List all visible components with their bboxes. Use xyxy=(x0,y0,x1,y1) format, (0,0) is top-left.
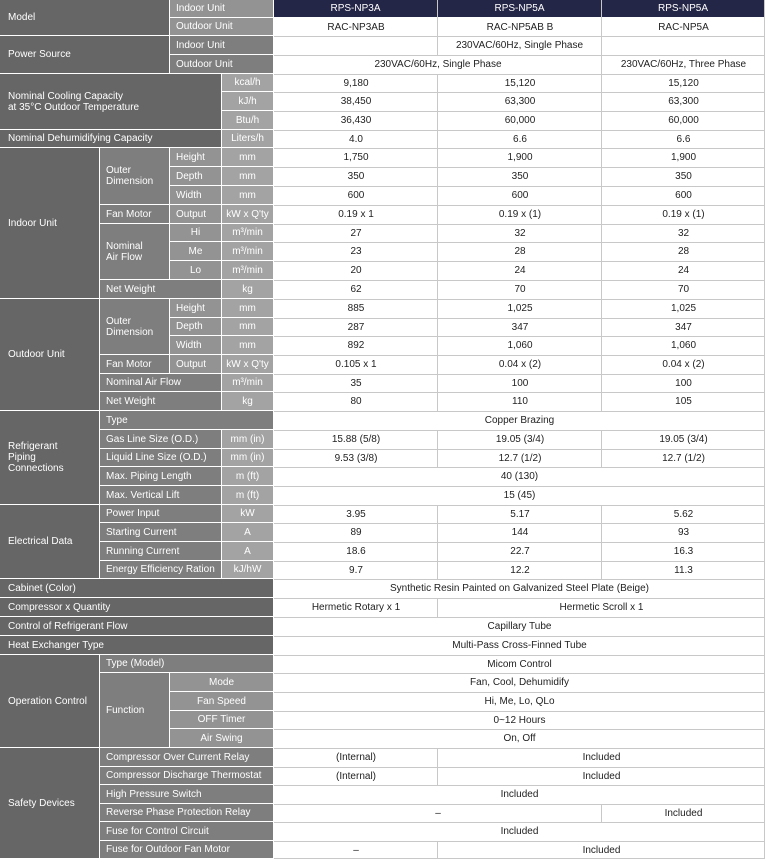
operation-function-name: Air Swing xyxy=(170,729,274,748)
outdoor-airflow-value: 100 xyxy=(438,374,602,392)
operation-function-name: OFF Timer xyxy=(170,711,274,729)
outdoor-weight-value: 105 xyxy=(602,392,765,411)
indoor-airflow-value: 24 xyxy=(602,261,765,280)
electrical-value: 144 xyxy=(438,523,602,542)
piping-liquid-unit: mm (in) xyxy=(222,449,274,467)
indoor-airflow-value: 23 xyxy=(274,242,438,261)
indoor-weight-unit: kg xyxy=(222,280,274,299)
cooling-unit: kcal/h xyxy=(222,74,274,92)
outdoor-dim-unit: mm xyxy=(222,299,274,318)
indoor-unit-label: Indoor Unit xyxy=(0,148,100,299)
heat-exchanger-value: Multi-Pass Cross-Finned Tube xyxy=(274,636,765,655)
operation-function-name: Fan Speed xyxy=(170,692,274,711)
piping-max-lift-value: 15 (45) xyxy=(274,486,765,505)
outdoor-fan-motor: Fan Motor xyxy=(100,355,170,374)
indoor-dim-value: 600 xyxy=(274,186,438,205)
cooling-value: 38,450 xyxy=(274,92,438,111)
outdoor-dim-value: 1,060 xyxy=(602,336,765,355)
refrig-flow-label: Control of Refrigerant Flow xyxy=(0,617,274,636)
electrical-value: 9.7 xyxy=(274,561,438,579)
indoor-model-3: RPS-NP5A xyxy=(602,0,765,18)
electrical-unit: A xyxy=(222,542,274,561)
outdoor-dim-value: 347 xyxy=(438,318,602,336)
electrical-value: 93 xyxy=(602,523,765,542)
outdoor-dim-value: 1,060 xyxy=(438,336,602,355)
safety-value: – xyxy=(274,804,602,822)
indoor-airflow-value: 28 xyxy=(438,242,602,261)
outdoor-airflow-unit: m³/min xyxy=(222,374,274,392)
safety-high-pressure-label: High Pressure Switch xyxy=(100,785,274,804)
safety-value: (Internal) xyxy=(274,748,438,767)
outdoor-airflow-label: Nominal Air Flow xyxy=(100,374,222,392)
piping-liquid-value: 12.7 (1/2) xyxy=(438,449,602,467)
operation-type-label: Type (Model) xyxy=(100,655,274,673)
electrical-value: 12.2 xyxy=(438,561,602,579)
outdoor-dim-value: 1,025 xyxy=(438,299,602,318)
heat-exchanger-label: Heat Exchanger Type xyxy=(0,636,274,655)
outdoor-dim-value: 1,025 xyxy=(602,299,765,318)
piping-max-length-label: Max. Piping Length xyxy=(100,467,222,486)
electrical-label: Electrical Data xyxy=(0,505,100,579)
power-outdoor-three: 230VAC/60Hz, Three Phase xyxy=(602,55,765,74)
piping-max-lift-unit: m (ft) xyxy=(222,486,274,505)
outdoor-model-2: RAC-NP5AB B xyxy=(438,18,602,36)
indoor-fan-unit: kW x Q'ty xyxy=(222,205,274,224)
outdoor-weight-unit: kg xyxy=(222,392,274,411)
power-outdoor-single: 230VAC/60Hz, Single Phase xyxy=(274,55,602,74)
dehumid-unit: Liters/h xyxy=(222,130,274,148)
outdoor-fan-value: 0.105 x 1 xyxy=(274,355,438,374)
indoor-dim-value: 350 xyxy=(438,167,602,186)
cooling-value: 63,300 xyxy=(602,92,765,111)
indoor-airflow-name: Me xyxy=(170,242,222,261)
electrical-name: Energy Efficiency Ration xyxy=(100,561,222,579)
dehumid-value: 6.6 xyxy=(602,130,765,148)
safety-reverse-phase-label: Reverse Phase Protection Relay xyxy=(100,804,274,822)
indoor-model-1: RPS-NP3A xyxy=(274,0,438,18)
safety-fuse-control-label: Fuse for Control Circuit xyxy=(100,822,274,841)
outdoor-dim-name: Depth xyxy=(170,318,222,336)
indoor-unit-header: Indoor Unit xyxy=(170,0,274,18)
outdoor-dim-value: 892 xyxy=(274,336,438,355)
operation-function-value: 0~12 Hours xyxy=(274,711,765,729)
outdoor-unit-label: Outdoor Unit xyxy=(0,299,100,411)
electrical-value: 16.3 xyxy=(602,542,765,561)
indoor-output: Output xyxy=(170,205,222,224)
outdoor-dim-name: Height xyxy=(170,299,222,318)
electrical-value: 89 xyxy=(274,523,438,542)
indoor-fan-value: 0.19 x (1) xyxy=(438,205,602,224)
electrical-value: 5.62 xyxy=(602,505,765,523)
indoor-airflow-name: Lo xyxy=(170,261,222,280)
electrical-value: 22.7 xyxy=(438,542,602,561)
piping-gas-value: 19.05 (3/4) xyxy=(602,430,765,449)
outdoor-airflow-value: 35 xyxy=(274,374,438,392)
indoor-dim-name: Width xyxy=(170,186,222,205)
operation-type-value: Micom Control xyxy=(274,655,765,673)
safety-value: (Internal) xyxy=(274,767,438,785)
indoor-dim-value: 1,900 xyxy=(438,148,602,167)
dehumid-value: 6.6 xyxy=(438,130,602,148)
cooling-value: 15,120 xyxy=(602,74,765,92)
outdoor-dim-unit: mm xyxy=(222,318,274,336)
safety-value: Included xyxy=(274,785,765,804)
electrical-value: 3.95 xyxy=(274,505,438,523)
outdoor-dim-value: 347 xyxy=(602,318,765,336)
indoor-fan-value: 0.19 x 1 xyxy=(274,205,438,224)
indoor-dim-value: 350 xyxy=(274,167,438,186)
dehumid-value: 4.0 xyxy=(274,130,438,148)
power-outdoor-label: Outdoor Unit xyxy=(170,55,274,74)
indoor-fan-motor: Fan Motor xyxy=(100,205,170,224)
cooling-unit: kJ/h xyxy=(222,92,274,111)
compressor-value: Hermetic Rotary x 1 xyxy=(274,598,438,617)
refrig-flow-value: Capillary Tube xyxy=(274,617,765,636)
outdoor-dim-name: Width xyxy=(170,336,222,355)
indoor-fan-value: 0.19 x (1) xyxy=(602,205,765,224)
electrical-name: Starting Current xyxy=(100,523,222,542)
dehumid-label: Nominal Dehumidifying Capacity xyxy=(0,130,222,148)
safety-value: Included xyxy=(602,804,765,822)
operation-label: Operation Control xyxy=(0,655,100,748)
cooling-capacity-label: Nominal Cooling Capacity at 35°C Outdoor Temperature xyxy=(0,74,222,130)
outdoor-output: Output xyxy=(170,355,222,374)
piping-liquid-value: 9.53 (3/8) xyxy=(274,449,438,467)
indoor-dim-name: Depth xyxy=(170,167,222,186)
indoor-dim-value: 1,750 xyxy=(274,148,438,167)
power-indoor-label: Indoor Unit xyxy=(170,36,274,55)
outdoor-dim-value: 287 xyxy=(274,318,438,336)
operation-function-value: Hi, Me, Lo, QLo xyxy=(274,692,765,711)
outdoor-outer-dimension: Outer Dimension xyxy=(100,299,170,355)
piping-max-length-unit: m (ft) xyxy=(222,467,274,486)
piping-type-value: Copper Brazing xyxy=(274,411,765,430)
electrical-name: Power Input xyxy=(100,505,222,523)
cooling-unit: Btu/h xyxy=(222,111,274,130)
safety-value: Included xyxy=(438,841,765,859)
indoor-weight-value: 70 xyxy=(438,280,602,299)
cooling-value: 9,180 xyxy=(274,74,438,92)
power-indoor-value: 230VAC/60Hz, Single Phase xyxy=(274,36,765,55)
indoor-airflow-unit: m³/min xyxy=(222,261,274,280)
cooling-value: 15,120 xyxy=(438,74,602,92)
indoor-airflow-value: 32 xyxy=(602,224,765,242)
piping-max-length-value: 40 (130) xyxy=(274,467,765,486)
indoor-airflow-value: 28 xyxy=(602,242,765,261)
indoor-airflow-label: Nominal Air Flow xyxy=(100,224,170,280)
electrical-unit: kW xyxy=(222,505,274,523)
indoor-weight-value: 70 xyxy=(602,280,765,299)
operation-function-value: Fan, Cool, Dehumidify xyxy=(274,673,765,692)
piping-type-label: Type xyxy=(100,411,274,430)
outdoor-fan-value: 0.04 x (2) xyxy=(438,355,602,374)
operation-function: Function xyxy=(100,673,170,748)
outdoor-weight-value: 80 xyxy=(274,392,438,411)
power-source-label: Power Source xyxy=(0,36,170,74)
cabinet-label: Cabinet (Color) xyxy=(0,579,274,598)
outdoor-dim-value: 885 xyxy=(274,299,438,318)
outdoor-fan-value: 0.04 x (2) xyxy=(602,355,765,374)
piping-gas-label: Gas Line Size (O.D.) xyxy=(100,430,222,449)
outdoor-weight-value: 110 xyxy=(438,392,602,411)
electrical-value: 5.17 xyxy=(438,505,602,523)
indoor-outer-dimension: Outer Dimension xyxy=(100,148,170,205)
electrical-unit: A xyxy=(222,523,274,542)
indoor-airflow-value: 32 xyxy=(438,224,602,242)
outdoor-model-1: RAC-NP3AB xyxy=(274,18,438,36)
safety-value: Included xyxy=(438,767,765,785)
safety-fuse-fan-label: Fuse for Outdoor Fan Motor xyxy=(100,841,274,859)
indoor-dim-value: 350 xyxy=(602,167,765,186)
indoor-weight-value: 62 xyxy=(274,280,438,299)
indoor-dim-value: 600 xyxy=(438,186,602,205)
indoor-dim-name: Height xyxy=(170,148,222,167)
outdoor-airflow-value: 100 xyxy=(602,374,765,392)
indoor-dim-value: 1,900 xyxy=(602,148,765,167)
outdoor-net-weight: Net Weight xyxy=(100,392,222,411)
indoor-airflow-name: Hi xyxy=(170,224,222,242)
operation-function-value: On, Off xyxy=(274,729,765,748)
compressor-label: Compressor x Quantity xyxy=(0,598,274,617)
cabinet-value: Synthetic Resin Painted on Galvanized Steel Plate (Beige) xyxy=(274,579,765,598)
electrical-unit: kJ/hW xyxy=(222,561,274,579)
electrical-name: Running Current xyxy=(100,542,222,561)
electrical-value: 18.6 xyxy=(274,542,438,561)
outdoor-dim-unit: mm xyxy=(222,336,274,355)
model-label: Model xyxy=(0,0,170,36)
outdoor-fan-unit: kW x Q'ty xyxy=(222,355,274,374)
indoor-airflow-value: 20 xyxy=(274,261,438,280)
indoor-airflow-unit: m³/min xyxy=(222,224,274,242)
cooling-value: 36,430 xyxy=(274,111,438,130)
indoor-airflow-value: 27 xyxy=(274,224,438,242)
indoor-dim-unit: mm xyxy=(222,186,274,205)
indoor-dim-value: 600 xyxy=(602,186,765,205)
piping-label: Refrigerant Piping Connections xyxy=(0,411,100,505)
safety-value: Included xyxy=(438,748,765,767)
outdoor-model-3: RAC-NP5A xyxy=(602,18,765,36)
indoor-dim-unit: mm xyxy=(222,167,274,186)
indoor-dim-unit: mm xyxy=(222,148,274,167)
operation-function-name: Mode xyxy=(170,673,274,692)
safety-value: Included xyxy=(274,822,765,841)
safety-label: Safety Devices xyxy=(0,748,100,859)
piping-liquid-value: 12.7 (1/2) xyxy=(602,449,765,467)
outdoor-unit-header: Outdoor Unit xyxy=(170,18,274,36)
safety-value: – xyxy=(274,841,438,859)
indoor-airflow-unit: m³/min xyxy=(222,242,274,261)
piping-liquid-label: Liquid Line Size (O.D.) xyxy=(100,449,222,467)
compressor-value: Hermetic Scroll x 1 xyxy=(438,598,765,617)
electrical-value: 11.3 xyxy=(602,561,765,579)
piping-max-lift-label: Max. Vertical Lift xyxy=(100,486,222,505)
piping-gas-value: 15.88 (5/8) xyxy=(274,430,438,449)
indoor-model-2: RPS-NP5A xyxy=(438,0,602,18)
cooling-value: 60,000 xyxy=(602,111,765,130)
cooling-value: 60,000 xyxy=(438,111,602,130)
piping-gas-value: 19.05 (3/4) xyxy=(438,430,602,449)
indoor-airflow-value: 24 xyxy=(438,261,602,280)
safety-overcurrent-label: Compressor Over Current Relay xyxy=(100,748,274,767)
indoor-net-weight: Net Weight xyxy=(100,280,222,299)
safety-discharge-label: Compressor Discharge Thermostat xyxy=(100,767,274,785)
cooling-value: 63,300 xyxy=(438,92,602,111)
piping-gas-unit: mm (in) xyxy=(222,430,274,449)
